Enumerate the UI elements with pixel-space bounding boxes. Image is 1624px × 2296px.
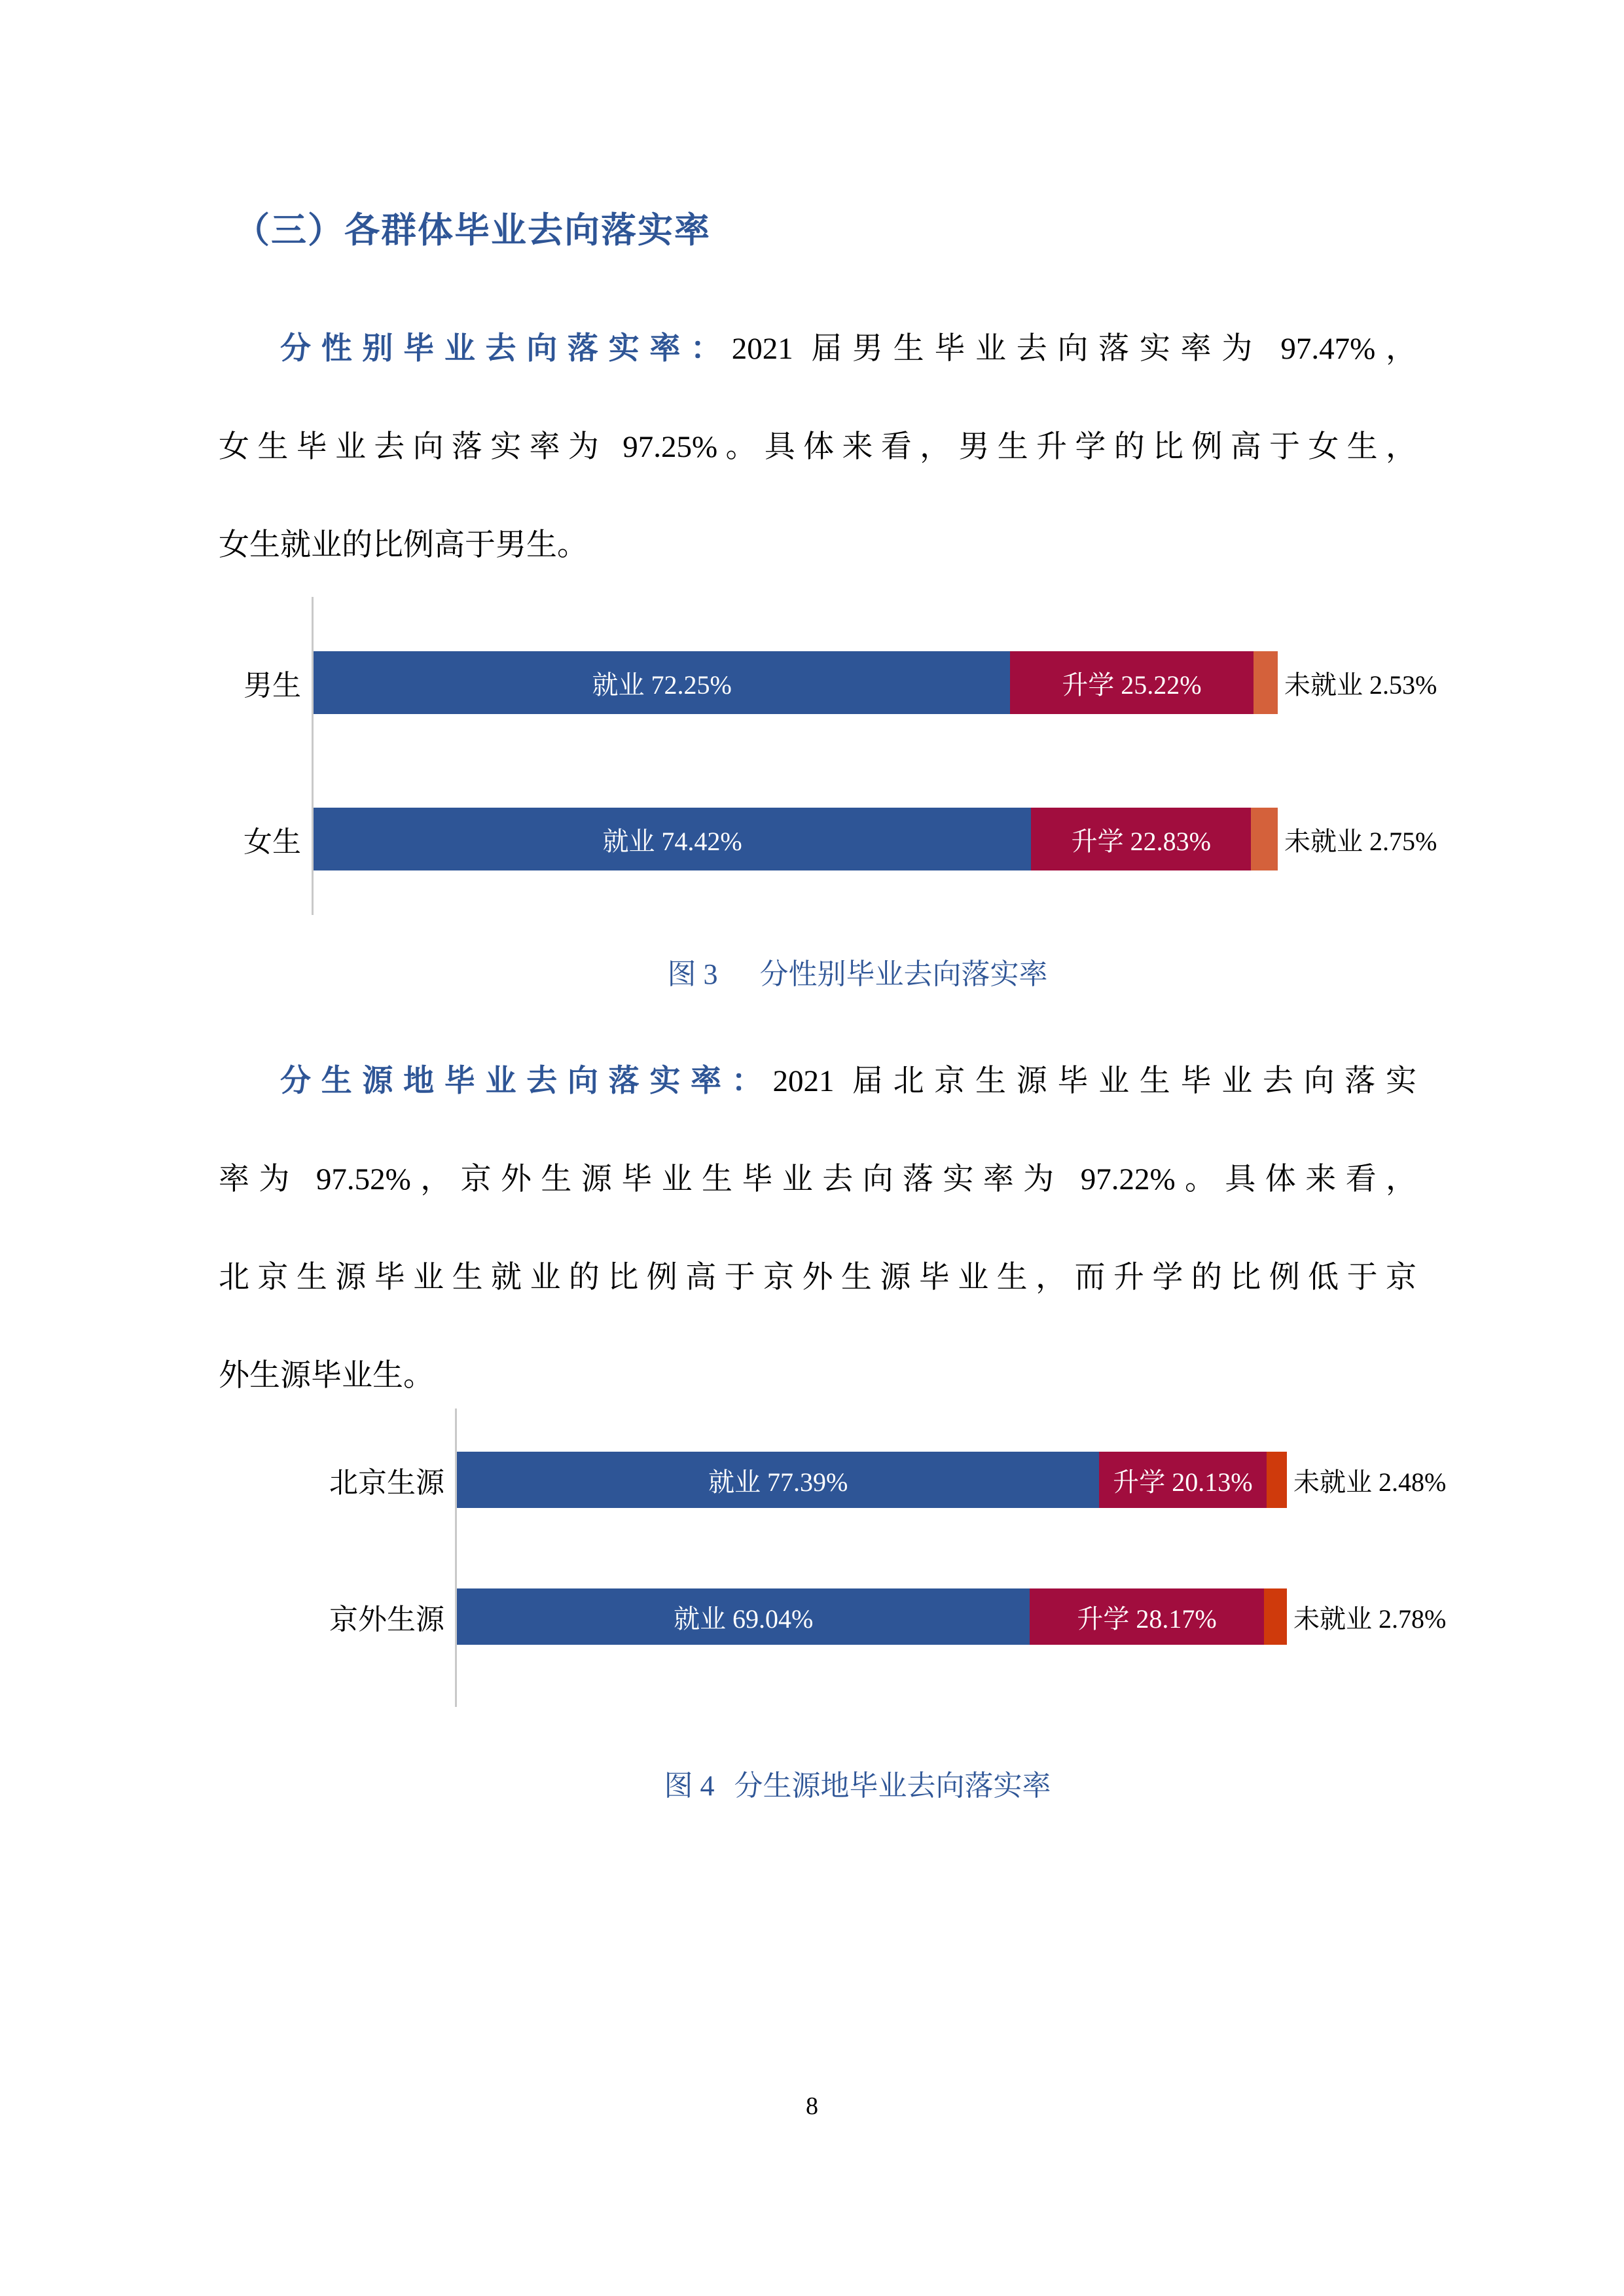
page-number: 8 — [806, 2092, 818, 2120]
figure-4-label: 图 4 — [664, 1770, 715, 1802]
paragraph-line — [219, 1130, 1416, 1229]
paragraph-text: 2021 届北京生源毕业生毕业去向落实 — [772, 1064, 1416, 1098]
paragraph-text: 北京生源毕业生就业的比例高于京外生源毕业生，而升学的比例低于京 — [219, 1261, 1416, 1295]
paragraph-lead: 分生源地毕业去向落实率： — [280, 1064, 773, 1098]
stacked-bar — [457, 1588, 1287, 1645]
stacked-bar — [314, 651, 1278, 714]
bar-row — [0, 808, 1624, 870]
bar-segment-unemployed — [1254, 651, 1278, 714]
section-heading: （三）各群体毕业去向落实率 — [234, 211, 711, 250]
bar-segment-employed: 就业 69.04% — [457, 1588, 1030, 1645]
figure-3-caption — [92, 950, 1623, 992]
figure-3-title: 分性别毕业去向落实率 — [759, 958, 1048, 990]
bar-segment-further-study: 升学 25.22% — [1010, 651, 1253, 714]
bar-row — [0, 1588, 1624, 1645]
paragraph-line — [219, 398, 1416, 496]
outside-value-label: 未就业 2.75% — [1284, 826, 1437, 856]
paragraph-line — [219, 1229, 1416, 1327]
bar-segment-unemployed — [1264, 1588, 1287, 1645]
paragraph-gender — [219, 300, 1416, 594]
paragraph-line — [219, 1032, 1416, 1130]
bar-segment-further-study: 升学 22.83% — [1031, 808, 1251, 870]
paragraph-text: 女生就业的比例高于男生。 — [219, 528, 588, 562]
stacked-bar — [457, 1452, 1287, 1508]
paragraph-line — [219, 300, 1416, 398]
bar-segment-employed: 就业 74.42% — [314, 808, 1031, 870]
paragraph-text: 外生源毕业生。 — [219, 1359, 434, 1393]
paragraph-origin — [219, 1032, 1416, 1425]
figure-3-label: 图 3 — [667, 958, 718, 990]
stacked-bar — [314, 808, 1278, 870]
chart-figure-3 — [0, 597, 1624, 915]
bar-segment-unemployed — [1267, 1452, 1287, 1508]
bar-segment-unemployed — [1251, 808, 1278, 870]
outside-value-label: 未就业 2.53% — [1284, 670, 1437, 700]
paragraph-text: 2021 届男生毕业去向落实率为 97.47%， — [731, 332, 1416, 366]
chart-figure-4 — [0, 1408, 1624, 1707]
bar-segment-employed: 就业 72.25% — [314, 651, 1010, 714]
bar-segment-further-study: 升学 20.13% — [1099, 1452, 1266, 1508]
outside-value-label: 未就业 2.78% — [1293, 1604, 1447, 1634]
bar-segment-employed: 就业 77.39% — [457, 1452, 1099, 1508]
figure-4-caption — [92, 1762, 1623, 1804]
paragraph-text: 率为 97.52%，京外生源毕业生毕业去向落实率为 97.22%。具体来看， — [219, 1162, 1416, 1196]
bar-segment-further-study: 升学 28.17% — [1030, 1588, 1263, 1645]
outside-value-label: 未就业 2.48% — [1293, 1467, 1447, 1497]
category-label: 京外生源 — [329, 1604, 444, 1636]
bar-row — [0, 1452, 1624, 1508]
category-label: 男生 — [244, 670, 301, 702]
bar-row — [0, 651, 1624, 714]
figure-4-title: 分生源地毕业去向落实率 — [734, 1770, 1051, 1802]
paragraph-lead: 分性别毕业去向落实率： — [280, 332, 732, 366]
category-label: 北京生源 — [329, 1467, 444, 1499]
category-label: 女生 — [244, 826, 301, 858]
paragraph-text: 女生毕业去向落实率为 97.25%。具体来看，男生升学的比例高于女生， — [219, 430, 1416, 464]
paragraph-line — [219, 496, 1416, 594]
